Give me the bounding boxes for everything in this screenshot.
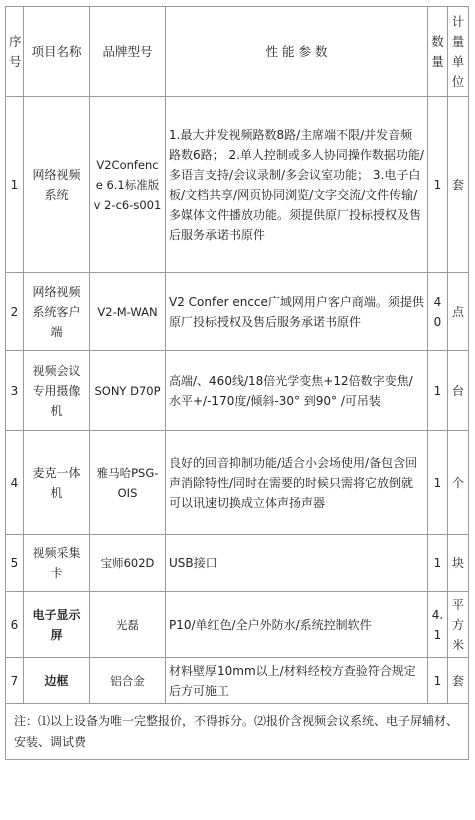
row-unit: 块 [448,535,469,592]
row-seq: 5 [6,535,24,592]
table-row [6,97,469,273]
row-seq: 3 [6,351,24,431]
row-seq: 6 [6,592,24,658]
header-qty: 数量 [428,7,448,97]
row-name: 网络视频系统 [24,97,90,273]
row-unit: 个 [448,431,469,535]
table-row [6,351,469,431]
equipment-table [5,6,469,760]
row-spec: 高端/、460线/18倍光学变焦+12倍数字变焦/水平+/-170度/倾斜-30° 到90° /可吊装 [166,351,428,431]
table-row [6,592,469,658]
row-spec: P10/单红色/全户外防水/系统控制软件 [166,592,428,658]
table-row [6,431,469,535]
row-qty: 1 [428,97,448,273]
row-qty: 1 [428,658,448,704]
header-brand: 品牌型号 [90,7,166,97]
row-qty: 40 [428,273,448,351]
row-seq: 2 [6,273,24,351]
row-name: 电子显示屏 [24,592,90,658]
row-seq: 7 [6,658,24,704]
row-brand: 光磊 [90,592,166,658]
row-unit: 点 [448,273,469,351]
row-brand: 宝师602D [90,535,166,592]
row-spec: 材料壁厚10mm以上/材料经校方查验符合规定后方可施工 [166,658,428,704]
row-brand: V2-M-WAN [90,273,166,351]
table-row [6,658,469,704]
row-name: 视频会议专用摄像机 [24,351,90,431]
row-name: 边框 [24,658,90,704]
header-spec: 性 能 参 数 [166,7,428,97]
table-note: 注：⑴以上设备为唯一完整报价，不得拆分。⑵报价含视频会议系统、电子屏辅材、安装、调试费 [6,704,469,760]
header-unit: 计量单位 [448,7,469,97]
row-spec: V2 Confer encce广域网用户客户商端。须提供原厂投标授权及售后服务承诺书原件 [166,273,428,351]
row-name: 网络视频系统客户端 [24,273,90,351]
row-name: 麦克一体机 [24,431,90,535]
header-seq: 序号 [6,7,24,97]
row-spec: 1.最大并发视频路数8路/主席端不限/并发音频路数6路； 2.单人控制或多人协同操作数据功能/多语言支持/会议录制/多会议室功能； 3.电子白板/文档共享/网页协同浏览/文字交流/文件传输/多媒体文件播放功能。须提供原厂投标授权及售后服务承诺书原件 [166,97,428,273]
header-name: 项目名称 [24,7,90,97]
row-qty: 4.1 [428,592,448,658]
table-row [6,273,469,351]
row-unit: 台 [448,351,469,431]
row-name: 视频采集卡 [24,535,90,592]
row-spec: 良好的回音抑制功能/适合小会场使用/备包含回声消除特性/同时在需要的时候只需将它放倒就可以讯速切换成立体声扬声器 [166,431,428,535]
row-qty: 1 [428,535,448,592]
row-qty: 1 [428,351,448,431]
note-row [6,704,469,760]
row-spec: USB接口 [166,535,428,592]
row-unit: 套 [448,97,469,273]
row-unit: 平方米 [448,592,469,658]
row-unit: 套 [448,658,469,704]
header-row [6,7,469,97]
row-seq: 1 [6,97,24,273]
table-row [6,535,469,592]
row-brand: 雅马哈PSG-OIS [90,431,166,535]
equipment-table-wrapper [5,6,468,760]
row-seq: 4 [6,431,24,535]
row-brand: SONY D70P [90,351,166,431]
row-qty: 1 [428,431,448,535]
row-brand: V2Confence 6.1标准版v 2-c6-s001 [90,97,166,273]
row-brand: 铝合金 [90,658,166,704]
